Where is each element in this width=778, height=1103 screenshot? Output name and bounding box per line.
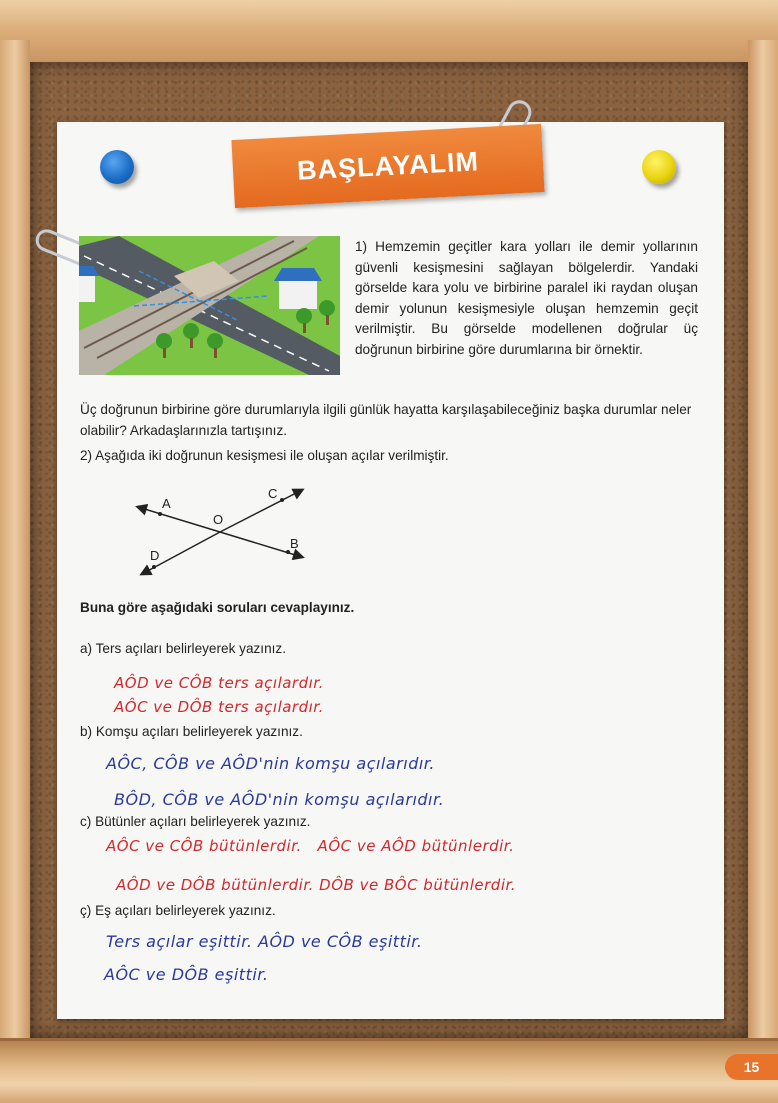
answer-d-line-2: AÔC ve DÔB eşittir.: [104, 965, 269, 984]
answer-a-line-1: AÔD ve CÔB ters açılardır.: [114, 674, 324, 692]
frame-left: [0, 40, 30, 1060]
blue-pushpin-icon: [100, 150, 134, 184]
answer-d-line-1: Ters açılar eşittir. AÔD ve CÔB eşittir.: [106, 932, 423, 951]
ray-oa: [138, 507, 220, 532]
intersecting-lines-diagram: [130, 482, 310, 582]
question-b-prompt: b) Komşu açıları belirleyerek yazınız.: [80, 724, 303, 739]
answer-a-line-2: AÔC ve DÔB ters açılardır.: [114, 698, 324, 716]
answer-c-line-1: AÔC ve CÔB bütünlerdir. AÔC ve AÔD bütünlerdir.: [106, 837, 515, 855]
frame-top: [0, 0, 778, 65]
answer-c-line-2: AÔD ve DÔB bütünlerdir. DÔB ve BÔC bütünlerdir.: [116, 876, 517, 894]
yellow-pushpin-icon: [642, 150, 676, 184]
page-number: 15: [725, 1054, 778, 1080]
question-d-prompt: ç) Eş açıları belirleyerek yazınız.: [80, 903, 276, 918]
ray-oc: [220, 490, 302, 532]
level-crossing-illustration: [79, 236, 340, 375]
question-c-prompt: c) Bütünler açıları belirleyerek yazınız.: [80, 814, 311, 829]
label-o: O: [213, 512, 224, 527]
frame-right: [748, 40, 778, 1060]
instructions-heading: Buna göre aşağıdaki soruları cevaplayınız.: [80, 600, 355, 615]
label-a: A: [162, 496, 171, 511]
label-d: D: [150, 548, 160, 563]
discussion-text: Üç doğrunun birbirine göre durumlarıyla ilgili günlük hayatta karşılaşabileceğiniz başka durumlar neler olabilir? Arkadaşlarınızla tartışınız.: [80, 402, 692, 438]
question-2-text: 2) Aşağıda iki doğrunun kesişmesi ile oluşan açılar verilmiştir.: [80, 448, 449, 463]
frame-bottom: [0, 1038, 778, 1103]
banner-title: BAŞLAYALIM: [296, 145, 480, 186]
answer-b-line-2: BÔD, CÔB ve AÔD'nin komşu açılarıdır.: [114, 790, 445, 809]
answer-b-line-1: AÔC, CÔB ve AÔD'nin komşu açılarıdır.: [106, 754, 435, 773]
label-c: C: [268, 486, 278, 501]
question-a-prompt: a) Ters açıları belirleyerek yazınız.: [80, 641, 286, 656]
label-b: B: [290, 536, 299, 551]
intro-paragraph: 1) Hemzemin geçitler kara yolları ile demir yollarının güvenli kesişmesini sağlayan bölgelerdir. Yandaki görselde kara yolu ve birbirine paralel iki raydan oluşan demir yolunun kesişmesiyle oluşan hemzemin geçit verilmiştir. Bu görselde modellenen doğrular üç doğrunun birbirine göre durumlarına bir örnektir.: [355, 239, 698, 357]
